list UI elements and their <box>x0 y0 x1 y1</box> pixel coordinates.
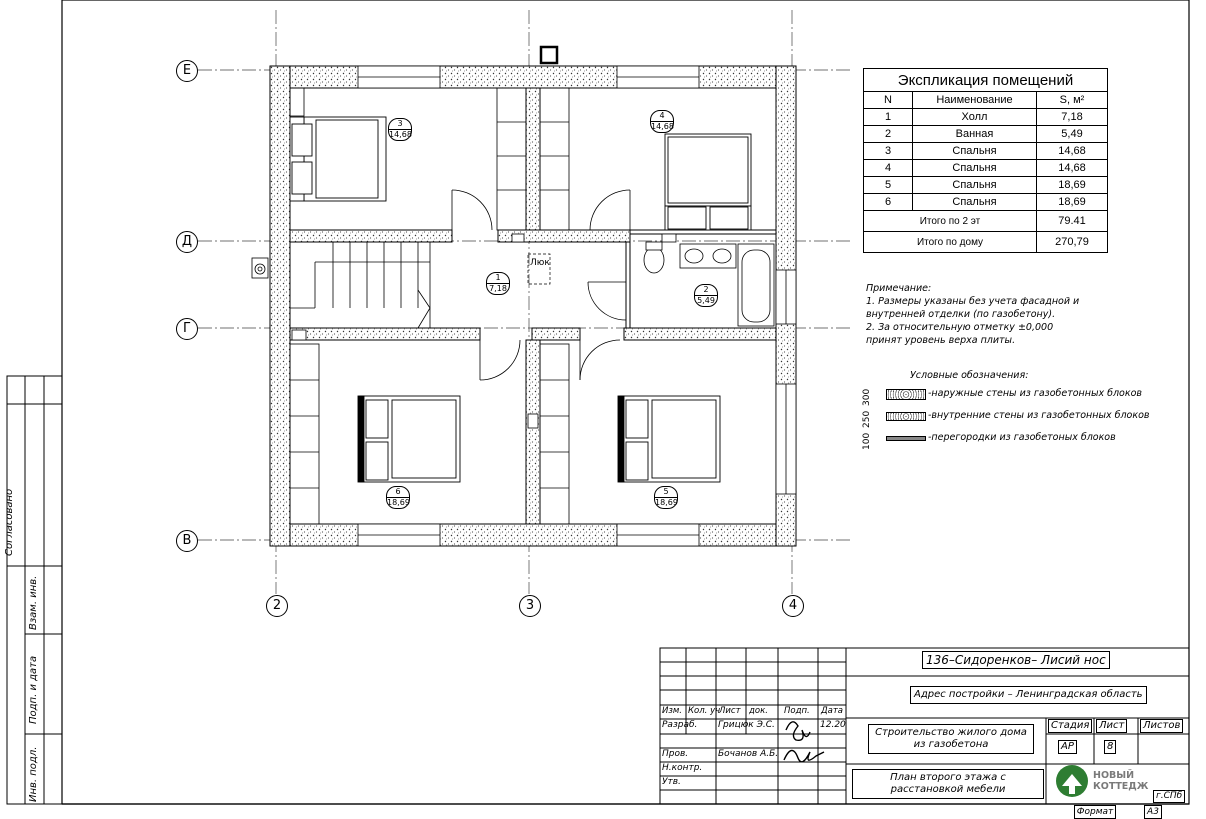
col-list: Лист <box>719 706 741 716</box>
col-kol: Кол. уч <box>688 706 721 716</box>
object-title: Строительство жилого дома из газобетона <box>868 724 1034 754</box>
legend-title: Условные обозначения: <box>910 370 1029 381</box>
stage-value: АР <box>1058 740 1077 754</box>
company-logo: НОВЫЙ КОТТЕДЖ <box>1093 770 1149 792</box>
stamp-inv-orig: Инв. подл. <box>28 746 39 802</box>
room-tag-5: 5 18,69 <box>655 487 678 507</box>
legend-partition: -перегородки из газобетоных блоков <box>928 432 1116 443</box>
table-row: 1 Холл 7,18 <box>864 109 1108 126</box>
total-row: Итого по 2 эт 79.41 <box>864 211 1108 232</box>
doors <box>452 190 630 380</box>
explication-table <box>863 68 1108 253</box>
role-approver: Утв. <box>662 777 681 787</box>
col-header-n: N <box>864 92 913 109</box>
table-row: 4 Спальня 14,68 <box>864 160 1108 177</box>
sheets-label: Листов <box>1140 719 1183 733</box>
sheet-number: 8 <box>1104 740 1116 754</box>
axis-bubble-v: В <box>176 530 198 552</box>
axis-bubble-4: 4 <box>782 595 804 617</box>
table-row: 3 Спальня 14,68 <box>864 143 1108 160</box>
axis-bubble-g: Г <box>176 318 198 340</box>
date-value: 12.20 <box>820 720 846 730</box>
bed-room-3 <box>290 117 386 201</box>
table-row: 2 Ванная 5,49 <box>864 126 1108 143</box>
stamp-sign-date: Подп. и дата <box>28 655 39 724</box>
format-label: Формат <box>1074 805 1116 819</box>
axis-bubble-2: 2 <box>266 595 288 617</box>
role-developer: Разраб. <box>662 720 698 730</box>
room-tag-6: 6 18,69 <box>387 487 410 507</box>
legend-inner: -внутренние стены из газобетонных блоков <box>928 410 1150 421</box>
project-name: 136–Сидоренков– Лисий нос <box>922 651 1110 669</box>
col-header-area: S, м² <box>1037 92 1108 109</box>
role-normcontrol: Н.контр. <box>662 763 703 773</box>
axis-bubble-d: Д <box>176 231 198 253</box>
explication-title: Экспликация помещений <box>864 69 1108 92</box>
room-tag-3: 3 14,68 <box>389 119 412 139</box>
checker-name: Бочанов А.Б. <box>718 749 779 759</box>
format-value: А3 <box>1144 805 1162 819</box>
table-row: 6 Спальня 18,69 <box>864 194 1108 211</box>
room-tag-2: 2 5,49 <box>694 284 718 307</box>
address: Адрес постройки – Ленинградская область <box>910 686 1147 704</box>
chimney <box>541 47 557 63</box>
bed-room-4 <box>665 134 751 230</box>
room-tag-4: 4 14,68 <box>651 111 674 131</box>
room-tag-1: 1 7,18 <box>486 272 510 295</box>
logo-mark <box>1056 765 1088 797</box>
axis-bubble-e: Е <box>176 60 198 82</box>
col-header-name: Наименование <box>913 92 1037 109</box>
notes-block: Примечание: 1. Размеры указаны без учета фасадной и внутренней отделки (по газобетону). 2. За относительную отметку ±0,000 принят уровень верха плиты. <box>866 283 1080 346</box>
col-izm: Изм. <box>662 706 682 716</box>
stamp-agreed: Согласовано <box>4 488 15 556</box>
sheet-title: План второго этажа с расстановкой мебели <box>852 769 1044 799</box>
role-checker: Пров. <box>662 749 689 759</box>
bed-room-5 <box>618 396 720 482</box>
bed-room-6 <box>358 396 460 482</box>
stairs <box>290 242 430 328</box>
col-date: Дата <box>821 706 844 716</box>
stamp-replace-inv: Взам. инв. <box>28 575 39 630</box>
developer-name: Грицюк Э.С. <box>718 720 775 730</box>
table-row: 5 Спальня 18,69 <box>864 177 1108 194</box>
hatch-label: Люк <box>530 258 550 268</box>
washing-machine <box>252 258 268 278</box>
sheet-label: Лист <box>1096 719 1127 733</box>
col-doc: док. <box>749 706 768 716</box>
total-row: Итого по дому 270,79 <box>864 232 1108 253</box>
axis-bubble-3: 3 <box>519 595 541 617</box>
stage-label: Стадия <box>1048 719 1092 733</box>
city: г.СПб <box>1153 790 1185 803</box>
notes-title: Примечание: <box>866 283 932 294</box>
col-sign: Подп. <box>784 706 810 716</box>
legend-outer: -наружные стены из газобетонных блоков <box>928 388 1143 399</box>
